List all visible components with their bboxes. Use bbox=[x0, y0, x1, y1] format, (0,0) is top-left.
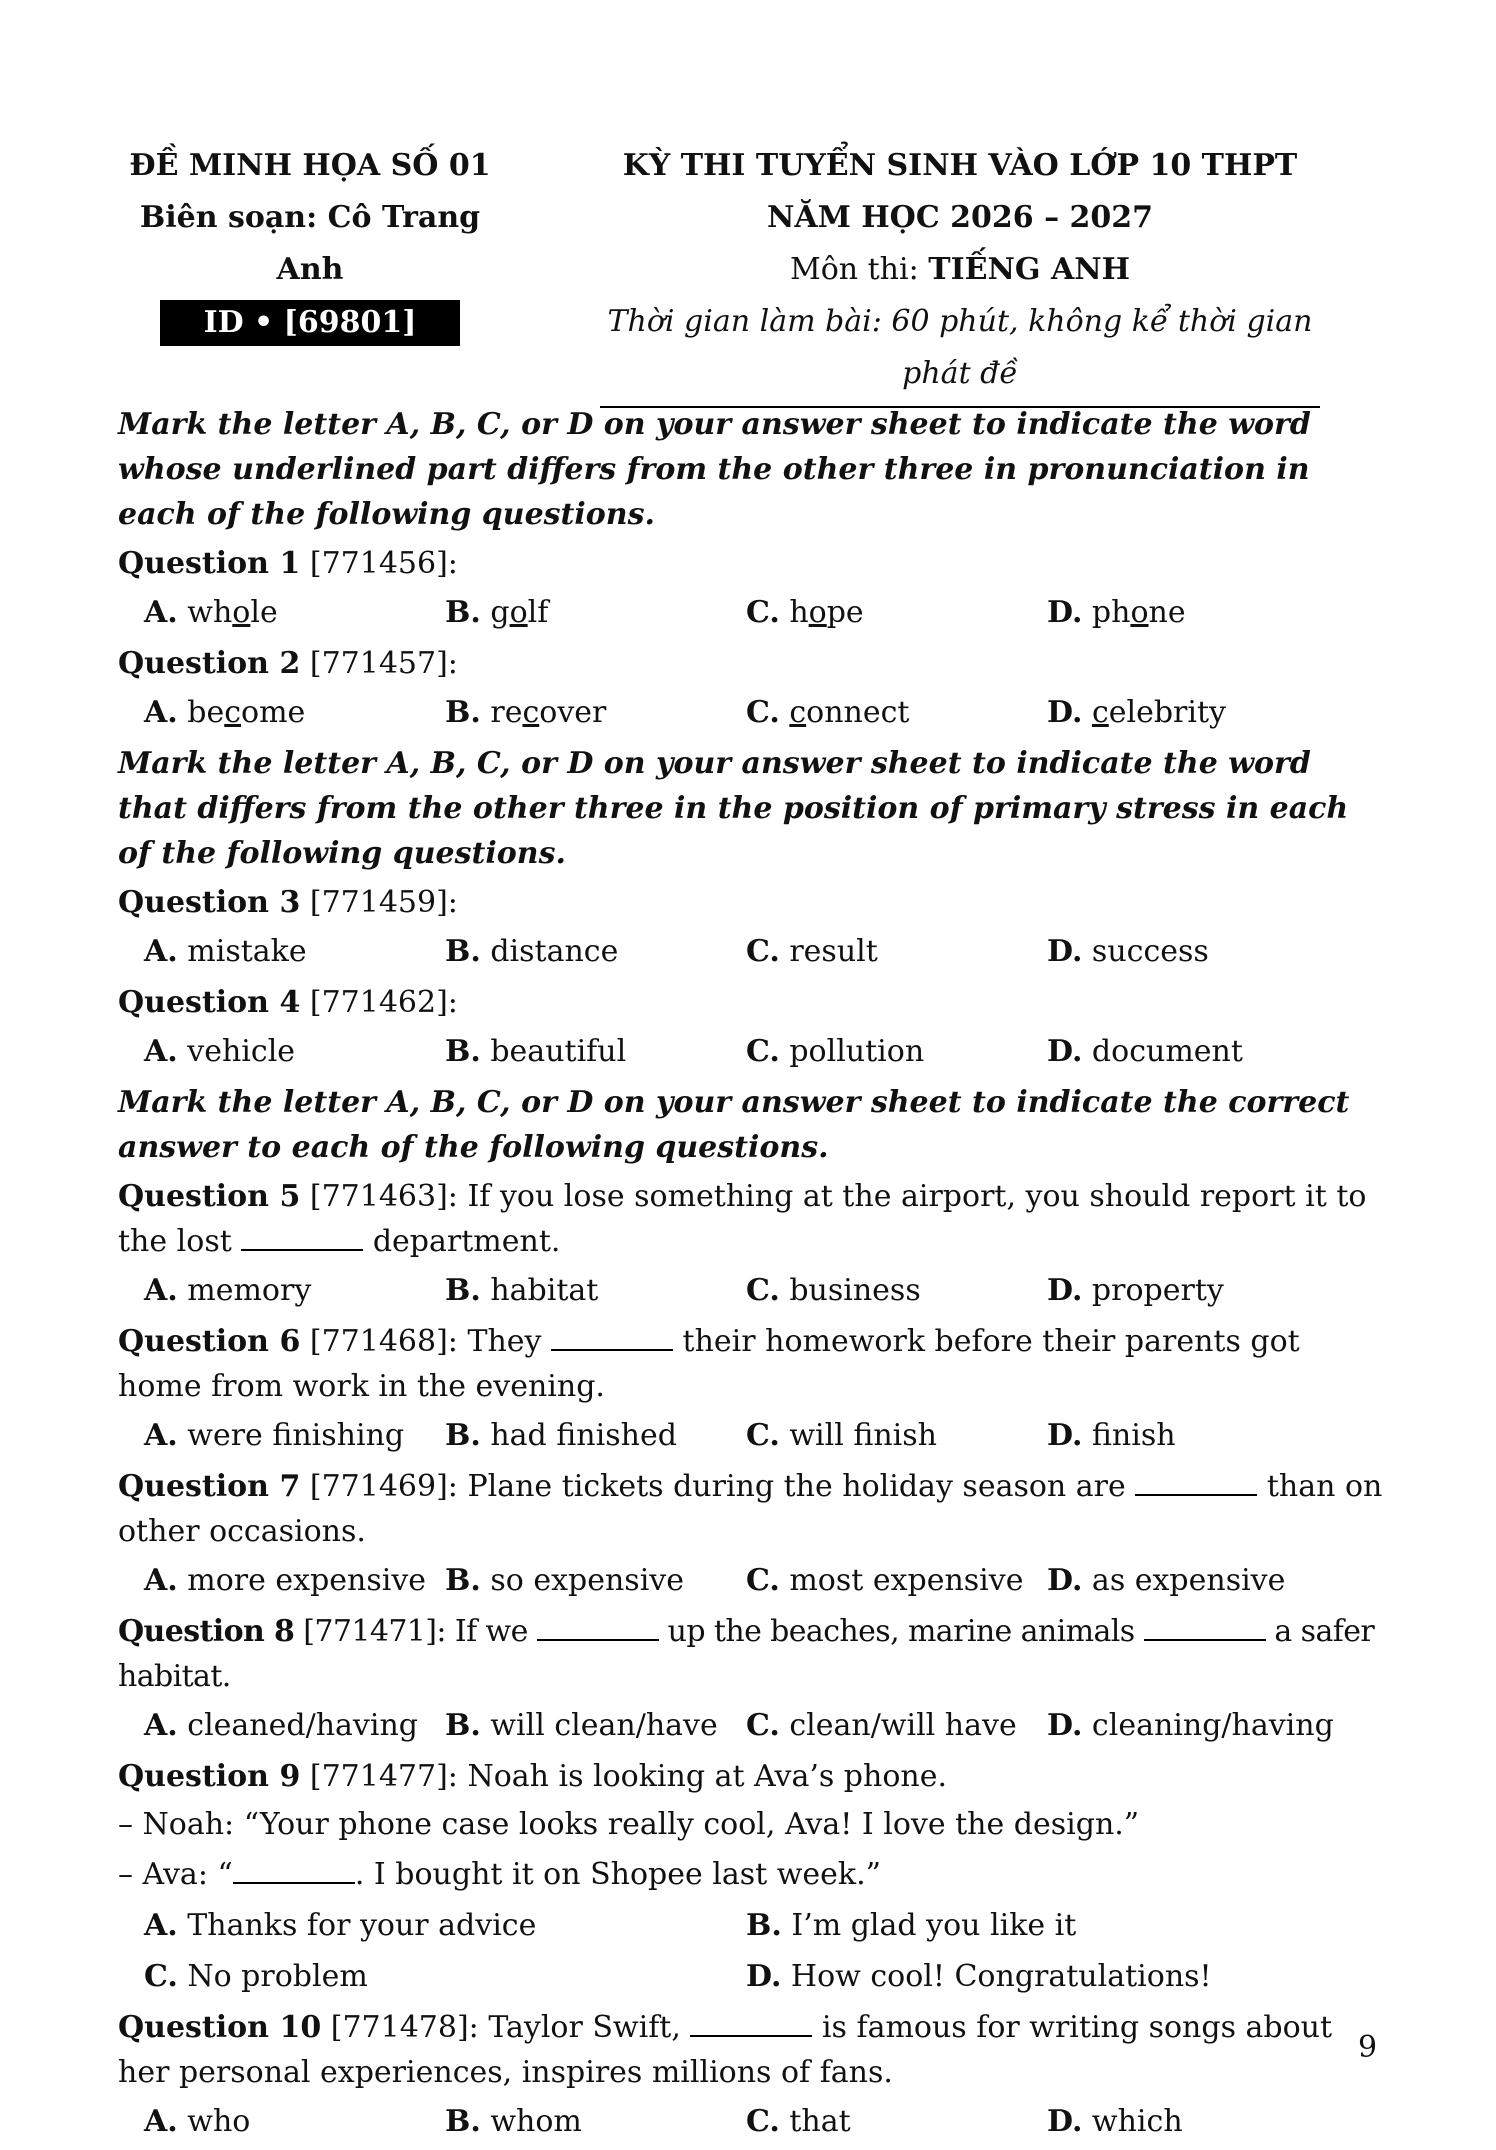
option-letter: D. bbox=[1047, 1708, 1083, 1743]
option-letter: B. bbox=[445, 2104, 481, 2139]
option-letter: C. bbox=[746, 595, 780, 630]
question-label: Question 6 bbox=[118, 1324, 301, 1359]
underlined-part: c bbox=[522, 695, 540, 730]
option-text: will clean/have bbox=[480, 1708, 718, 1743]
option-a[interactable] bbox=[144, 1558, 445, 1603]
header-right bbox=[600, 140, 1320, 408]
options-q1 bbox=[118, 590, 1386, 635]
option-a[interactable] bbox=[144, 2099, 445, 2144]
question-text: Plane tickets during the holiday season are bbox=[457, 1469, 1136, 1504]
option-letter: D. bbox=[1047, 695, 1083, 730]
options-q9-row2 bbox=[118, 1954, 1386, 1999]
question-text: a safer habitat. bbox=[118, 1614, 1375, 1694]
school-year: NĂM HỌC 2026 – 2027 bbox=[766, 200, 1154, 235]
question-id: [771463]: bbox=[300, 1179, 458, 1214]
option-text: lf bbox=[527, 595, 549, 630]
underlined-part: o bbox=[808, 595, 827, 630]
option-c[interactable] bbox=[746, 1029, 1047, 1074]
option-text: I’m glad you like it bbox=[781, 1908, 1077, 1943]
option-letter: C. bbox=[746, 695, 780, 730]
option-text: memory bbox=[177, 1273, 312, 1308]
option-text: whom bbox=[480, 2104, 582, 2139]
underlined-part: o bbox=[509, 595, 528, 630]
option-letter: C. bbox=[746, 934, 780, 969]
option-letter: A. bbox=[144, 1563, 178, 1598]
question-10 bbox=[118, 2005, 1386, 2095]
option-c[interactable] bbox=[746, 690, 1047, 735]
option-letter: B. bbox=[746, 1908, 782, 1943]
option-letter: C. bbox=[746, 2104, 780, 2139]
dialogue-text: . I bought it on Shopee last week.” bbox=[354, 1857, 881, 1892]
option-d[interactable] bbox=[1047, 2099, 1348, 2144]
option-letter: D. bbox=[1047, 1034, 1083, 1069]
option-d[interactable] bbox=[746, 1954, 1348, 1999]
options-q9-row1 bbox=[118, 1903, 1386, 1948]
exam-title: KỲ THI TUYỂN SINH VÀO LỚP 10 THPT bbox=[622, 148, 1298, 183]
question-label: Question 1 bbox=[118, 546, 301, 581]
question-id: [771457]: bbox=[300, 646, 458, 681]
dialogue-line-noah: – Noah: “Your phone case looks really cool, Ava! I love the design.” bbox=[118, 1807, 1140, 1842]
option-d[interactable] bbox=[1047, 1268, 1348, 1313]
option-text: cleaning/having bbox=[1082, 1708, 1334, 1743]
option-letter: D. bbox=[1047, 1273, 1083, 1308]
exam-code-title: ĐỀ MINH HỌA SỐ 01 bbox=[129, 148, 491, 183]
option-text: mistake bbox=[177, 934, 307, 969]
question-text: is famous for writing songs about her personal experiences, inspires millions of fans. bbox=[118, 2010, 1333, 2090]
option-text: Thanks for your advice bbox=[177, 1908, 537, 1943]
option-c[interactable] bbox=[746, 1268, 1047, 1313]
option-text: pollution bbox=[779, 1034, 925, 1069]
question-id: [771469]: bbox=[300, 1469, 458, 1504]
options-q8 bbox=[118, 1703, 1386, 1748]
option-letter: A. bbox=[144, 2104, 178, 2139]
option-letter: A. bbox=[144, 1418, 178, 1453]
option-b[interactable] bbox=[445, 1703, 746, 1748]
option-text: No problem bbox=[177, 1959, 368, 1994]
option-text: le bbox=[250, 595, 278, 630]
option-letter: A. bbox=[144, 1908, 178, 1943]
option-text: cleaned/having bbox=[177, 1708, 418, 1743]
option-letter: A. bbox=[144, 595, 178, 630]
author-line: Biên soạn: Cô Trang Anh bbox=[139, 200, 481, 287]
option-text: beautiful bbox=[480, 1034, 627, 1069]
question-id: [771468]: bbox=[300, 1324, 458, 1359]
option-letter: C. bbox=[746, 1708, 780, 1743]
option-d[interactable] bbox=[1047, 590, 1348, 635]
question-text: If you lose something at the airport, you should report it to the lost bbox=[118, 1179, 1367, 1259]
question-label: Question 5 bbox=[118, 1179, 301, 1214]
option-d[interactable] bbox=[1047, 1029, 1348, 1074]
option-text: wh bbox=[177, 595, 233, 630]
option-letter: D. bbox=[1047, 2104, 1083, 2139]
question-1 bbox=[118, 541, 1386, 586]
question-label: Question 4 bbox=[118, 985, 301, 1020]
option-a[interactable] bbox=[144, 1029, 445, 1074]
option-text: habitat bbox=[480, 1273, 599, 1308]
option-letter: D. bbox=[1047, 934, 1083, 969]
question-7 bbox=[118, 1464, 1386, 1554]
option-text: had finished bbox=[480, 1418, 677, 1453]
option-text: finish bbox=[1082, 1418, 1176, 1453]
option-letter: C. bbox=[144, 1959, 178, 1994]
options-q4 bbox=[118, 1029, 1386, 1074]
option-letter: D. bbox=[746, 1959, 782, 1994]
option-b[interactable] bbox=[445, 1268, 746, 1313]
question-text: They bbox=[457, 1324, 552, 1359]
option-text: document bbox=[1082, 1034, 1243, 1069]
option-d[interactable] bbox=[1047, 1413, 1348, 1458]
option-text: business bbox=[779, 1273, 921, 1308]
question-label: Question 7 bbox=[118, 1469, 301, 1504]
options-q2 bbox=[118, 690, 1386, 735]
option-text: result bbox=[779, 934, 878, 969]
option-c[interactable] bbox=[746, 1558, 1047, 1603]
answer-blank bbox=[690, 2011, 812, 2037]
dialogue-line-ava bbox=[118, 1851, 1386, 1899]
option-text: as expensive bbox=[1082, 1563, 1286, 1598]
question-2 bbox=[118, 641, 1386, 686]
question-id: [771471]: bbox=[294, 1614, 446, 1649]
option-letter: B. bbox=[445, 1034, 481, 1069]
option-letter: A. bbox=[144, 1273, 178, 1308]
option-letter: B. bbox=[445, 1563, 481, 1598]
question-text: up the beaches, marine animals bbox=[658, 1614, 1144, 1649]
answer-blank bbox=[537, 1615, 659, 1641]
instruction-stress: Mark the letter A, B, C, or D on your answer sheet to indicate the word that differs from the other three in the position of primary stress in each of the following questions. bbox=[118, 746, 1349, 871]
option-text: h bbox=[779, 595, 809, 630]
question-label: Question 10 bbox=[118, 2010, 322, 2045]
option-letter: B. bbox=[445, 595, 481, 630]
option-text: most expensive bbox=[779, 1563, 1024, 1598]
option-text: distance bbox=[480, 934, 619, 969]
question-text: Noah is looking at Ava’s phone. bbox=[457, 1759, 948, 1794]
option-text: who bbox=[177, 2104, 251, 2139]
option-text: over bbox=[539, 695, 607, 730]
question-text: department. bbox=[363, 1224, 561, 1259]
option-text: elebrity bbox=[1108, 695, 1226, 730]
question-label: Question 8 bbox=[118, 1614, 295, 1649]
option-text: will finish bbox=[779, 1418, 937, 1453]
options-q10 bbox=[118, 2099, 1386, 2144]
option-c[interactable] bbox=[144, 1954, 746, 1999]
option-text: be bbox=[177, 695, 225, 730]
subject-line bbox=[600, 244, 1320, 296]
question-3 bbox=[118, 880, 1386, 925]
underlined-part: c bbox=[789, 695, 807, 730]
option-b[interactable] bbox=[445, 590, 746, 635]
option-b[interactable] bbox=[445, 1558, 746, 1603]
exam-content bbox=[118, 398, 1386, 2150]
option-text: re bbox=[480, 695, 523, 730]
answer-blank bbox=[551, 1325, 673, 1351]
question-id: [771477]: bbox=[300, 1759, 458, 1794]
option-d[interactable] bbox=[1047, 929, 1348, 974]
option-b[interactable] bbox=[445, 1029, 746, 1074]
option-c[interactable] bbox=[746, 2099, 1047, 2144]
option-b[interactable] bbox=[445, 690, 746, 735]
option-b[interactable] bbox=[445, 1413, 746, 1458]
dialogue-text: – Ava: “ bbox=[118, 1857, 233, 1892]
option-text: g bbox=[480, 595, 510, 630]
option-a[interactable] bbox=[144, 1268, 445, 1313]
option-letter: C. bbox=[746, 1563, 780, 1598]
question-label: Question 2 bbox=[118, 646, 301, 681]
question-text: their homework before their parents got home from work in the evening. bbox=[118, 1324, 1300, 1404]
option-letter: C. bbox=[746, 1418, 780, 1453]
answer-blank bbox=[1135, 1470, 1257, 1496]
question-8 bbox=[118, 1609, 1386, 1699]
question-id: [771462]: bbox=[300, 985, 458, 1020]
option-d[interactable] bbox=[1047, 1558, 1348, 1603]
option-text: that bbox=[779, 2104, 851, 2139]
option-text: so expensive bbox=[480, 1563, 684, 1598]
question-text: Taylor Swift, bbox=[478, 2010, 691, 2045]
option-letter: C. bbox=[746, 1273, 780, 1308]
option-b[interactable] bbox=[445, 2099, 746, 2144]
option-text: ne bbox=[1148, 595, 1186, 630]
option-text: onnect bbox=[806, 695, 910, 730]
option-a[interactable] bbox=[144, 1413, 445, 1458]
option-letter: D. bbox=[1047, 595, 1083, 630]
option-letter: D. bbox=[1047, 1418, 1083, 1453]
option-letter: A. bbox=[144, 934, 178, 969]
option-d[interactable] bbox=[1047, 1703, 1348, 1748]
option-letter: B. bbox=[445, 1418, 481, 1453]
page-number: 9 bbox=[1358, 2030, 1378, 2065]
instruction-pronunciation: Mark the letter A, B, C, or D on your answer sheet to indicate the word whose underlined part differs from the other three in pronunciation in each of the following questions. bbox=[118, 407, 1311, 532]
subject-value: TIẾNG ANH bbox=[928, 252, 1131, 287]
option-text: which bbox=[1082, 2104, 1183, 2139]
option-b[interactable] bbox=[746, 1903, 1348, 1948]
option-c[interactable] bbox=[746, 590, 1047, 635]
option-text bbox=[1082, 695, 1092, 730]
underlined-part: c bbox=[1091, 695, 1109, 730]
option-text: ph bbox=[1082, 595, 1131, 630]
options-q5 bbox=[118, 1268, 1386, 1313]
underlined-part: c bbox=[224, 695, 242, 730]
option-text: How cool! Congratulations! bbox=[781, 1959, 1212, 1994]
option-text: were finishing bbox=[177, 1418, 405, 1453]
option-letter: A. bbox=[144, 695, 178, 730]
option-text: vehicle bbox=[177, 1034, 296, 1069]
option-letter: B. bbox=[445, 1708, 481, 1743]
question-text: If we bbox=[445, 1614, 537, 1649]
question-9 bbox=[118, 1754, 1386, 1799]
instruction-correct-answer: Mark the letter A, B, C, or D on your answer sheet to indicate the correct answer to each of the following questions. bbox=[118, 1085, 1350, 1165]
underlined-part: o bbox=[232, 595, 251, 630]
question-label: Question 3 bbox=[118, 885, 301, 920]
option-letter: A. bbox=[144, 1708, 178, 1743]
option-c[interactable] bbox=[746, 929, 1047, 974]
option-letter: A. bbox=[144, 1034, 178, 1069]
option-letter: B. bbox=[445, 934, 481, 969]
question-6 bbox=[118, 1319, 1386, 1409]
option-text: pe bbox=[826, 595, 864, 630]
option-c[interactable] bbox=[746, 1413, 1047, 1458]
question-label: Question 9 bbox=[118, 1759, 301, 1794]
question-text: than on other occasions. bbox=[118, 1469, 1383, 1549]
option-a[interactable] bbox=[144, 929, 445, 974]
option-text: clean/will have bbox=[779, 1708, 1017, 1743]
question-id: [771456]: bbox=[300, 546, 458, 581]
subject-label: Môn thi: bbox=[789, 252, 929, 287]
option-text: more expensive bbox=[177, 1563, 427, 1598]
option-a[interactable] bbox=[144, 590, 445, 635]
option-c[interactable] bbox=[746, 1703, 1047, 1748]
question-5 bbox=[118, 1174, 1386, 1264]
option-letter: C. bbox=[746, 1034, 780, 1069]
answer-blank bbox=[241, 1225, 363, 1251]
options-q7 bbox=[118, 1558, 1386, 1603]
option-letter: D. bbox=[1047, 1563, 1083, 1598]
option-a[interactable] bbox=[144, 690, 445, 735]
option-d[interactable] bbox=[1047, 690, 1348, 735]
option-a[interactable] bbox=[144, 1703, 445, 1748]
options-q6 bbox=[118, 1413, 1386, 1458]
options-q3 bbox=[118, 929, 1386, 974]
question-4 bbox=[118, 980, 1386, 1025]
question-id: [771478]: bbox=[321, 2010, 479, 2045]
answer-blank bbox=[233, 1858, 355, 1884]
option-a[interactable] bbox=[144, 1903, 746, 1948]
question-id: [771459]: bbox=[300, 885, 458, 920]
underlined-part: o bbox=[1130, 595, 1149, 630]
option-text bbox=[780, 695, 790, 730]
option-text: ome bbox=[241, 695, 306, 730]
id-badge: ID • [69801] bbox=[160, 300, 461, 346]
option-letter: B. bbox=[445, 1273, 481, 1308]
option-letter: B. bbox=[445, 695, 481, 730]
answer-blank bbox=[1144, 1615, 1266, 1641]
option-b[interactable] bbox=[445, 929, 746, 974]
time-note: Thời gian làm bài: 60 phút, không kể thời gian phát đề bbox=[600, 296, 1320, 408]
option-text: success bbox=[1082, 934, 1209, 969]
option-text: property bbox=[1082, 1273, 1224, 1308]
header-left bbox=[110, 140, 510, 349]
